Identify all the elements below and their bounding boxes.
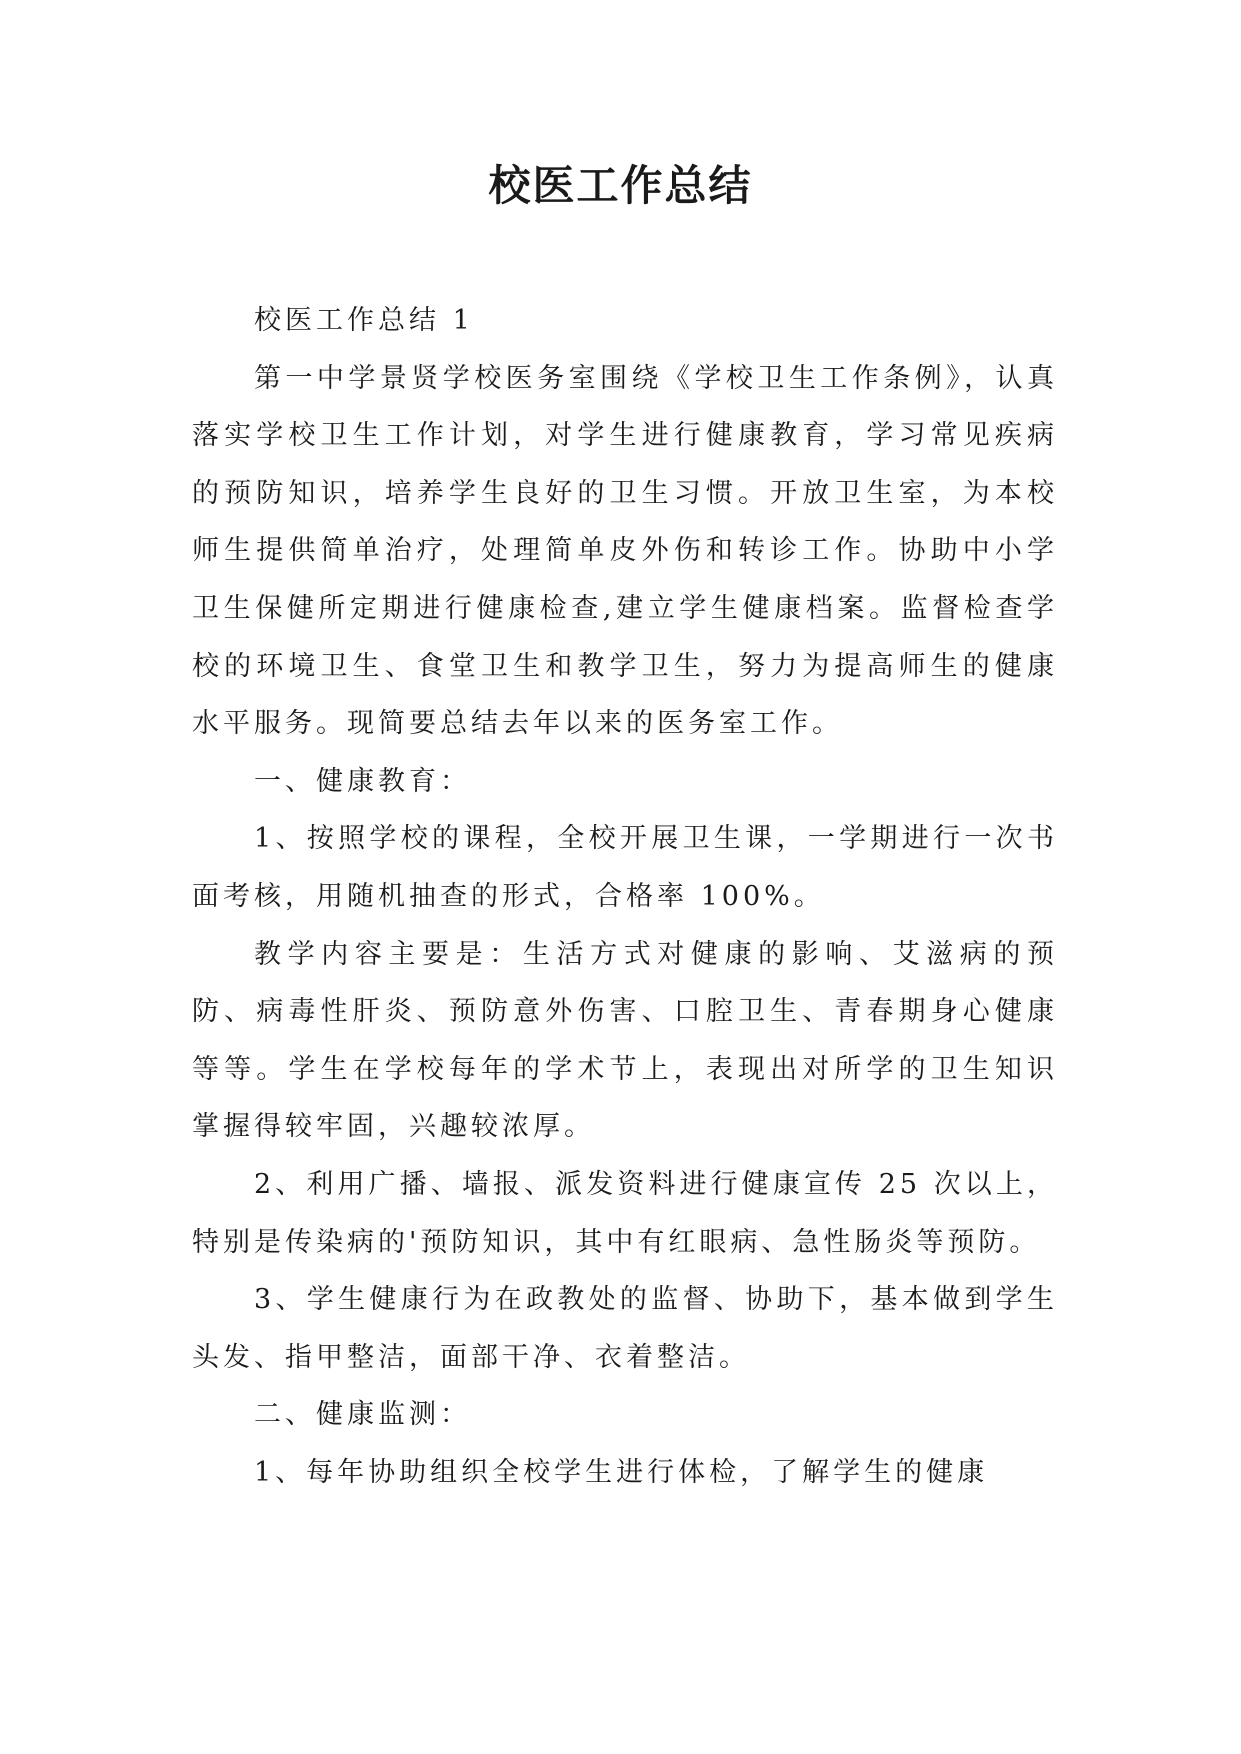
heading-health-education: 一、健康教育： xyxy=(254,765,471,797)
document-body xyxy=(192,292,1058,1501)
section-heading-1: 校医工作总结 1 xyxy=(254,305,474,336)
paragraph-teaching-content: 教学内容主要是：生活方式对健康的影响、艾滋病的预防、病毒性肝炎、预防意外伤害、口腔卫生、青春期身心健康等等。学生在学校每年的学术节上，表现出对所学的卫生知识掌握得较牢固，兴趣较浓厚。 xyxy=(192,938,1058,1143)
heading-health-monitoring: 二、健康监测： xyxy=(254,1399,471,1431)
document-title: 校医工作总结 xyxy=(488,161,753,210)
paragraph-item-3: 3、学生健康行为在政教处的监督、协助下，基本做到学生头发、指甲整洁，面部干净、衣着整洁。 xyxy=(192,1284,1058,1373)
paragraph-item-1: 1、按照学校的课程，全校开展卫生课，一学期进行一次书面考核，用随机抽查的形式，合格率 100%。 xyxy=(192,823,1058,912)
paragraph-monitoring-item-1: 1、每年协助组织全校学生进行体检，了解学生的健康 xyxy=(254,1456,989,1488)
paragraph-item-2: 2、利用广播、墙报、派发资料进行健康宣传 25 次以上，特别是传染病的'预防知识，其中有红眼病、急性肠炎等预防。 xyxy=(192,1168,1058,1258)
intro-paragraph: 第一中学景贤学校医务室围绕《学校卫生工作条例》，认真落实学校卫生工作计划，对学生进行健康教育，学习常见疾病的预防知识，培养学生良好的卫生习惯。开放卫生室，为本校师生提供简单治疗，处理简单皮外伤和转诊工作。协助中小学卫生保健所定期进行健康检查,建立学生健康档案。监督检查学校的环境卫生、食堂卫生和教学卫生，努力为提高师生的健康水平服务。现简要总结去年以来的医务室工作。 xyxy=(192,362,1058,740)
